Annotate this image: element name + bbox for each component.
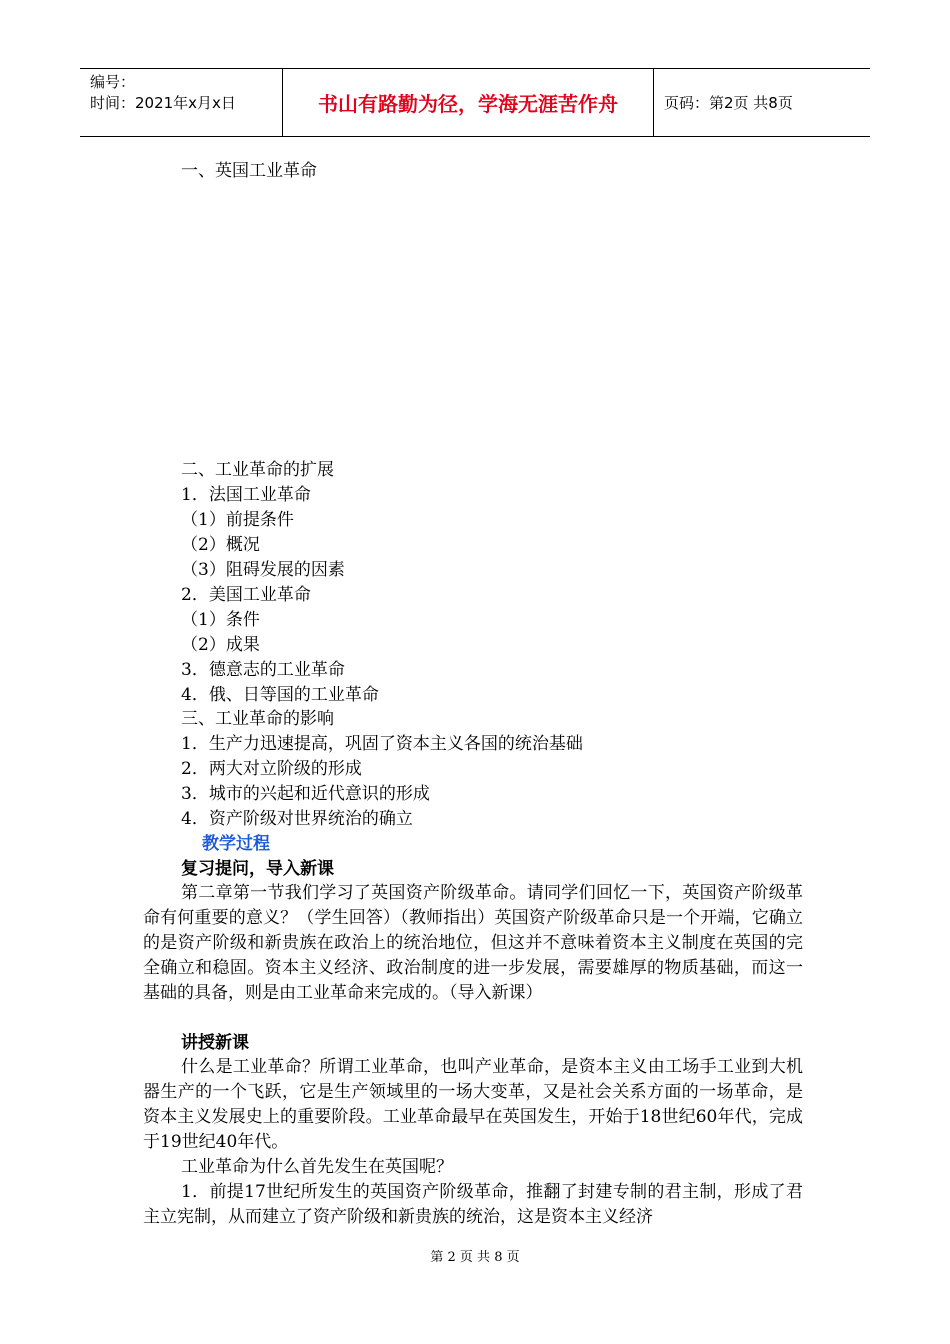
section-heading-2: 二、工业革命的扩展 — [181, 460, 334, 480]
header-left-cell — [80, 69, 282, 136]
lesson-paragraph-2: 工业革命为什么首先发生在英国呢？ — [181, 1157, 453, 1177]
outline-item: 2．两大对立阶级的形成 — [181, 759, 362, 779]
outline-item: 4．俄、日等国的工业革命 — [181, 685, 379, 705]
motto: 书山有路勤为径，学海无涯苦作舟 — [282, 69, 654, 136]
outline-item: 3．德意志的工业革命 — [181, 660, 345, 680]
new-lesson-title: 讲授新课 — [181, 1033, 249, 1053]
serial-label: 编号： — [90, 73, 136, 91]
outline-item: （2）成果 — [181, 635, 260, 655]
review-title: 复习提问，导入新课 — [181, 859, 334, 879]
review-paragraph: 第二章第一节我们学习了英国资产阶级革命。请同学们回忆一下，英国资产阶级革命有何重要的意义？（学生回答）（教师指出）英国资产阶级革命只是一个开端，它确立的是资产阶级和新贵族在政治上的统治地位，但这并不意味着资本主义制度在英国的完全确立和稳固。资本主义经济、政治制度的进一步发展，需要雄厚的物质基础，而这一基础的具备，则是由工业革命来完成的。（导入新课） — [143, 883, 803, 1003]
outline-item: （3）阻碍发展的因素 — [181, 560, 345, 580]
outline-item: 1．法国工业革命 — [181, 485, 311, 505]
section-heading-1: 一、英国工业革命 — [181, 161, 317, 181]
page-info: 页码：第2页 共8页 — [664, 94, 793, 112]
lesson-paragraph-1: 什么是工业革命？所谓工业革命，也叫产业革命，是资本主义由工场手工业到大机器生产的一个飞跃，它是生产领域里的一场大变革，又是社会关系方面的一场革命，是资本主义发展史上的重要阶段。工业革命最早在英国发生，开始于18世纪60年代，完成于19世纪40年代。 — [143, 1057, 803, 1152]
page-footer: 第 2 页 共 8 页 — [430, 1250, 520, 1265]
outline-item: 2．美国工业革命 — [181, 585, 311, 605]
outline-item: 3．城市的兴起和近代意识的形成 — [181, 784, 430, 804]
lesson-paragraph-3: 1．前提17世纪所发生的英国资产阶级革命，推翻了封建专制的君主制，形成了君主立宪制，从而建立了资产阶级和新贵族的统治，这是资本主义经济 — [143, 1182, 803, 1227]
outline-item: 4．资产阶级对世界统治的确立 — [181, 809, 413, 829]
header-table — [80, 68, 870, 137]
outline-item: （2）概况 — [181, 535, 260, 555]
outline-item: （1）条件 — [181, 610, 260, 630]
teaching-process-title: 教学过程 — [202, 834, 270, 854]
outline-item: 1．生产力迅速提高，巩固了资本主义各国的统治基础 — [181, 734, 583, 754]
section-heading-3: 三、工业革命的影响 — [181, 709, 334, 729]
date-label: 时间：2021年x月x日 — [90, 94, 236, 112]
outline-item: （1）前提条件 — [181, 510, 294, 530]
